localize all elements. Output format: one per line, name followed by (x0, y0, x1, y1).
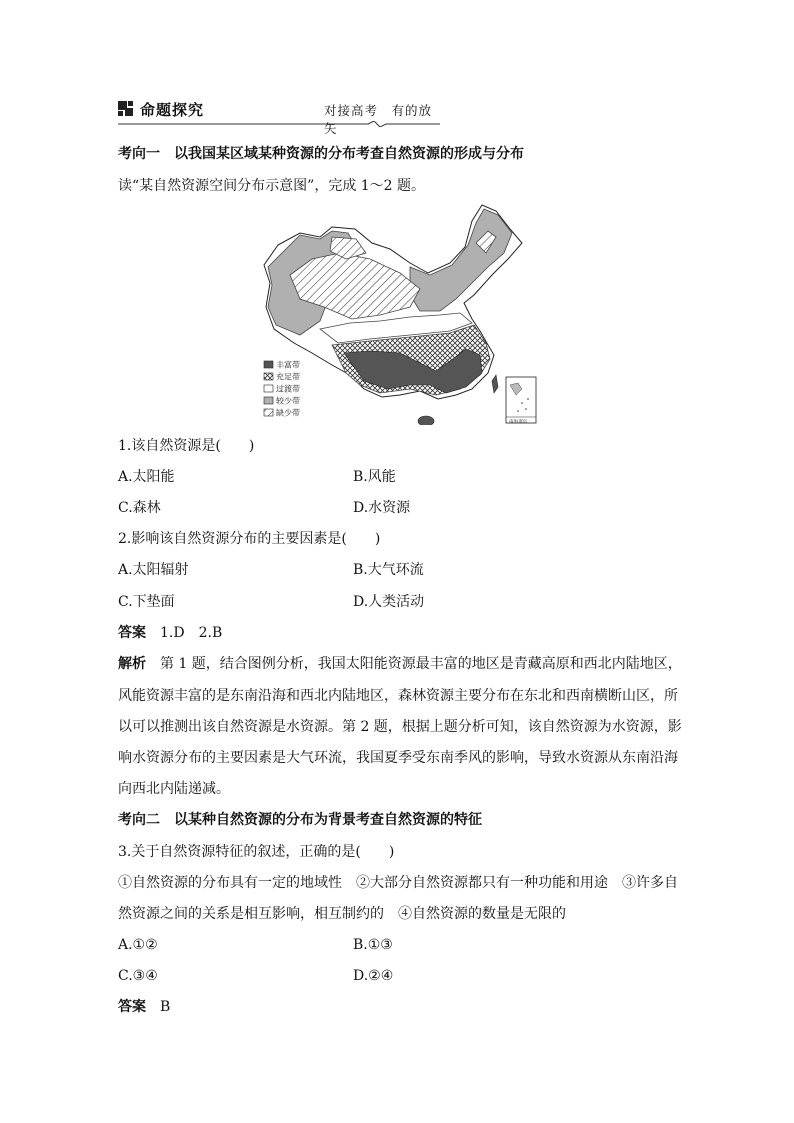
analysis-line-4: 响水资源分布的主要因素是大气环流，我国夏季受东南季风的影响，导致水资源从东南沿海 (118, 750, 678, 766)
question1-option-d: D.水资源 (353, 500, 411, 516)
header-title: 命题探究 (140, 101, 205, 119)
answer1-text: 1.D 2.B (160, 625, 223, 641)
legend-label-lack: 缺少带 (276, 408, 300, 418)
question3-option-d: D.②④ (353, 968, 394, 984)
question1-option-a: A.太阳能 (118, 469, 175, 485)
legend-label-less: 较少带 (276, 396, 300, 406)
analysis-line-5: 向西北内陆递减。 (118, 781, 230, 797)
header-subtitle: 对接高考 有的放矢 (324, 103, 433, 136)
answer3-label: 答案 (118, 999, 146, 1015)
question2-stem: 2.影响该自然资源分布的主要因素是( ) (118, 531, 381, 547)
question3-line-1: ①自然资源的分布具有一定的地域性 ②大部分自然资源都只有一种功能和用途 ③许多自 (118, 875, 678, 891)
analysis-line-2: 风能资源丰富的是东南沿海和西北内陆地区，森林资源主要分布在东北和西南横断山区，所 (118, 688, 678, 704)
question2-option-d: D.人类活动 (353, 594, 425, 610)
question3-option-b: B.①③ (353, 937, 393, 953)
section-header (118, 98, 440, 136)
answer3 (118, 997, 170, 1017)
answer1-label: 答案 (118, 625, 146, 641)
question1-option-c: C.森林 (118, 500, 161, 516)
analysis-line-3: 以可以推测出该自然资源是水资源。第 2 题，根据上题分析可知，该自然资源为水资源，影 (118, 719, 682, 735)
answer1 (118, 623, 222, 643)
question1-option-b: B.风能 (353, 469, 396, 485)
legend-label-transition: 过渡带 (276, 384, 300, 394)
header-underline (118, 121, 440, 127)
question2-option-b: B.大气环流 (353, 562, 424, 578)
resource-distribution-map (260, 203, 538, 425)
analysis-label: 解析 (118, 656, 146, 672)
question3-option-a: A.①② (118, 937, 158, 953)
south-sea-inset (506, 377, 536, 423)
legend-label-rich: 丰富带 (276, 360, 300, 370)
section1-intro: 读“某自然资源空间分布示意图”，完成 1～2 题。 (118, 178, 426, 194)
question3-option-c: C.③④ (118, 968, 158, 984)
section2-heading: 考向二 以某种自然资源的分布为背景考查自然资源的特征 (118, 812, 482, 828)
taiwan-island (492, 375, 498, 393)
section1-heading: 考向一 以我国某区域某种资源的分布考查自然资源的形成与分布 (118, 146, 524, 162)
question3-line-2: 然资源之间的关系是相互影响，相互制约的 ④自然资源的数量是无限的 (118, 906, 566, 922)
question2-option-a: A.太阳辐射 (118, 562, 189, 578)
legend-label-ample: 充足带 (276, 372, 300, 382)
question2-option-c: C.下垫面 (118, 594, 175, 610)
answer3-text: B (160, 999, 171, 1015)
header-squares-icon (118, 101, 133, 116)
question3-stem: 3.关于自然资源特征的叙述，正确的是( ) (118, 844, 395, 860)
analysis-line-1: 解析 第 1 题，结合图例分析，我国太阳能资源最丰富的地区是青藏高原和西北内陆地区， (118, 656, 682, 672)
rich-band-island (418, 416, 434, 425)
map-legend (264, 360, 300, 418)
question1-stem: 1.该自然资源是( ) (118, 438, 255, 454)
inset-label: 南海诸岛 (509, 420, 528, 425)
